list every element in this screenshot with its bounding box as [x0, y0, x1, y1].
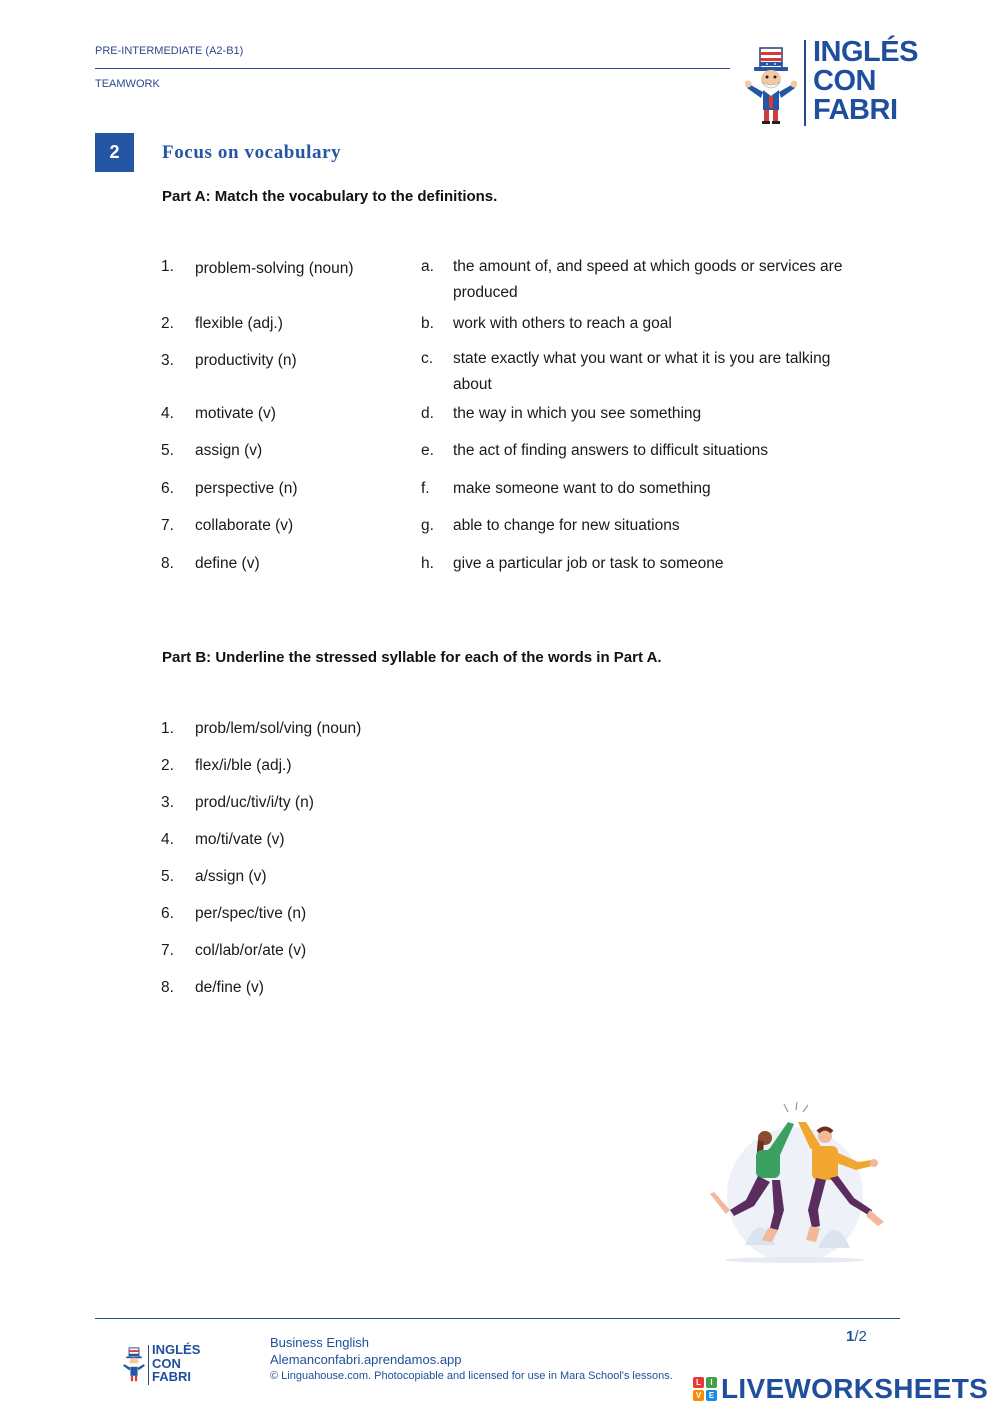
header-divider	[95, 68, 730, 69]
item-number: 6.	[161, 905, 174, 922]
logo-divider	[804, 40, 806, 126]
syllable-word[interactable]: per/spec/tive (n)	[195, 905, 307, 922]
item-number: 7.	[161, 942, 174, 959]
definition-text: the way in which you see something	[453, 405, 702, 422]
item-number: 1.	[161, 720, 174, 737]
footer-logo-divider	[148, 1345, 149, 1385]
syllable-word[interactable]: col/lab/or/ate (v)	[195, 942, 307, 959]
syllable-word[interactable]: prob/lem/sol/ving (noun)	[195, 720, 362, 737]
item-number: 5.	[161, 868, 174, 885]
definition-letter: c.	[421, 350, 434, 367]
item-number: 4.	[161, 831, 174, 848]
term-number: 4.	[161, 405, 174, 422]
footer-info	[270, 1335, 673, 1385]
uncle-sam-mascot-icon	[745, 46, 797, 126]
tile-e: E	[706, 1390, 717, 1401]
vocabulary-term: assign (v)	[195, 442, 263, 459]
syllable-word[interactable]: a/ssign (v)	[195, 868, 267, 885]
definition-text: state exactly what you want or what it is you are talking about	[453, 350, 831, 393]
vocabulary-term: flexible (adj.)	[195, 315, 283, 332]
page-indicator	[846, 1328, 867, 1345]
term-number: 2.	[161, 315, 174, 332]
footer-logo-text	[152, 1343, 200, 1384]
definition-text: work with others to reach a goal	[453, 315, 672, 332]
tile-i: I	[706, 1377, 717, 1388]
tile-l: L	[693, 1377, 704, 1388]
site-link[interactable]: Alemanconfabri.aprendamos.app	[270, 1351, 462, 1367]
footer-logo-line-1: INGLÉS	[152, 1342, 201, 1357]
vocabulary-term: define (v)	[195, 555, 260, 572]
vocabulary-term: collaborate (v)	[195, 517, 294, 534]
definition-text: the act of finding answers to difficult situations	[453, 442, 769, 459]
topic-label: TEAMWORK	[95, 78, 160, 90]
course-name: Business English	[270, 1335, 369, 1350]
definition-letter: h.	[421, 555, 434, 572]
item-number: 3.	[161, 794, 174, 811]
syllable-word[interactable]: de/fine (v)	[195, 979, 264, 996]
tile-v: V	[693, 1390, 704, 1401]
vocabulary-term: problem-solving (noun)	[195, 260, 354, 277]
copyright-notice: © Linguahouse.com. Photocopiable and licensed for use in Mara School's lessons.	[270, 1370, 673, 1382]
item-number: 8.	[161, 979, 174, 996]
logo-text	[813, 38, 918, 125]
liveworksheets-logo-icon	[693, 1377, 717, 1401]
definition-letter: e.	[421, 442, 434, 459]
term-number: 6.	[161, 480, 174, 497]
page-current: 1	[846, 1328, 855, 1345]
liveworksheets-wordmark: LIVEWORKSHEETS	[721, 1373, 989, 1404]
footer-logo	[122, 1343, 202, 1387]
term-number: 3.	[161, 352, 174, 369]
item-number: 2.	[161, 757, 174, 774]
liveworksheets-brand[interactable]	[693, 1374, 988, 1404]
section-number-badge: 2	[95, 133, 134, 172]
section-title: Focus on vocabulary	[162, 142, 342, 163]
vocabulary-term: motivate (v)	[195, 405, 276, 422]
page-total: /2	[854, 1328, 867, 1345]
syllable-word[interactable]: mo/ti/vate (v)	[195, 831, 285, 848]
definition-text: the amount of, and speed at which goods or services are produced	[453, 258, 843, 301]
logo-line-3: FABRI	[813, 94, 898, 126]
definition-letter: f.	[421, 480, 430, 497]
definition-letter: b.	[421, 315, 434, 332]
definition-letter: a.	[421, 258, 434, 275]
definition-letter: d.	[421, 405, 434, 422]
vocabulary-term: productivity (n)	[195, 352, 297, 369]
definition-letter: g.	[421, 517, 434, 534]
term-number: 1.	[161, 258, 174, 275]
definition-text: give a particular job or task to someone	[453, 555, 724, 572]
brand-logo	[745, 38, 925, 128]
high-five-illustration-icon	[700, 1100, 890, 1270]
logo-line-2: CON	[813, 65, 876, 97]
uncle-sam-mascot-icon	[122, 1347, 146, 1383]
term-number: 5.	[161, 442, 174, 459]
syllable-word[interactable]: flex/i/ble (adj.)	[195, 757, 292, 774]
part-b-instruction: Part B: Underline the stressed syllable for each of the words in Part A.	[162, 649, 662, 666]
logo-line-1: INGLÉS	[813, 36, 918, 68]
term-number: 7.	[161, 517, 174, 534]
footer-logo-line-3: FABRI	[152, 1369, 191, 1384]
footer-divider	[95, 1318, 900, 1319]
vocabulary-term: perspective (n)	[195, 480, 298, 497]
part-a-instruction: Part A: Match the vocabulary to the definitions.	[162, 188, 498, 205]
syllable-word[interactable]: prod/uc/tiv/i/ty (n)	[195, 794, 314, 811]
footer-logo-line-2: CON	[152, 1355, 181, 1371]
term-number: 8.	[161, 555, 174, 572]
definition-text: able to change for new situations	[453, 517, 680, 534]
level-label: PRE-INTERMEDIATE (A2-B1)	[95, 45, 244, 57]
definition-text: make someone want to do something	[453, 480, 711, 497]
